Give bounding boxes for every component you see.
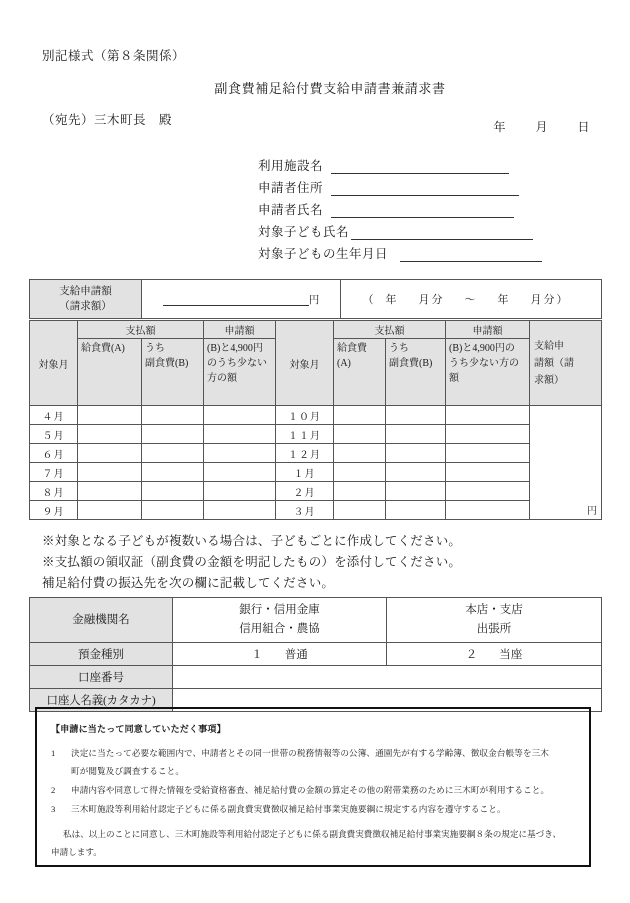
cell-claim-right[interactable]	[446, 482, 530, 501]
cell-claim-left[interactable]	[204, 501, 276, 520]
cell-side-right[interactable]	[386, 501, 446, 520]
period-month-end: 月分）	[530, 294, 570, 306]
period-open-paren: （	[362, 294, 376, 306]
cell-meal-right[interactable]	[334, 425, 386, 444]
deposit-type-2-number: ２	[465, 649, 478, 661]
col-sub-claim-right-line2: うち少ない方の	[449, 358, 519, 369]
table-row	[30, 501, 602, 520]
month-label-left: ７月	[30, 463, 78, 482]
col-header-total	[530, 321, 602, 406]
amount-currency-unit: 円	[308, 294, 320, 306]
table-row	[30, 321, 602, 339]
col-sub-side-right-line2: 副食費(B)	[389, 358, 433, 369]
cell-claim-left[interactable]	[204, 406, 276, 425]
cell-claim-right[interactable]	[446, 425, 530, 444]
child-name-label: 対象子ども氏名	[258, 225, 350, 239]
col-sub-meal-left-label: 給食費(A)	[81, 343, 125, 354]
field-row-facility	[258, 152, 542, 174]
col-group-claim-right: 申請額	[446, 321, 530, 339]
month-label-right: ３月	[276, 501, 334, 520]
period-tilde: 〜	[464, 294, 478, 306]
date-line	[493, 118, 590, 135]
col-header-month-right: 対象月	[276, 321, 334, 406]
consent-title: 【申請に当たって同意していただく事項】	[51, 724, 226, 734]
bank-branch-type-cell[interactable]	[387, 598, 602, 643]
col-header-total-line3: 求額）	[534, 374, 564, 386]
cell-side-left[interactable]	[142, 406, 204, 425]
cell-side-right[interactable]	[386, 463, 446, 482]
child-birthdate-label: 対象子どもの生年月日	[258, 247, 389, 261]
child-birthdate-input[interactable]	[400, 247, 542, 262]
cell-meal-left[interactable]	[78, 482, 142, 501]
consent-item-text	[71, 744, 575, 780]
account-number-input[interactable]	[173, 666, 602, 689]
month-label-right: １０月	[276, 406, 334, 425]
deposit-type-label: 預金種別	[30, 643, 173, 666]
col-sub-claim-left-line3: 方の額	[207, 373, 237, 384]
col-header-month-left: 対象月	[30, 321, 78, 406]
date-day-label: 日	[577, 120, 590, 134]
date-month-label: 月	[535, 120, 548, 134]
consent-closing-line1: 私は、以上のことに同意し、三木町施設等利用給付認定子どもに係る副食費実費徴収補足給付事業実施要綱８条の規定に基づき、	[63, 829, 562, 839]
bank-institution-type-cell[interactable]	[173, 598, 387, 643]
table-row	[30, 598, 602, 643]
addressee-line: （宛先）三木町長 殿	[42, 113, 173, 127]
col-sub-claim-left-line1: (B)と4,900円	[207, 343, 263, 354]
cell-side-left[interactable]	[142, 501, 204, 520]
month-label-right: １月	[276, 463, 334, 482]
table-row	[30, 425, 602, 444]
col-sub-side-right-line1: うち	[389, 343, 409, 354]
cell-meal-left[interactable]	[78, 463, 142, 482]
table-row	[30, 643, 602, 666]
cell-side-left[interactable]	[142, 482, 204, 501]
consent-item-line1: 決定に当たって必要な範囲内で、申請者とその同一世帯の税務情報等の公簿、通園先が有する学齢簿、徴収金台帳等を三木	[71, 748, 549, 758]
table-row	[30, 666, 602, 689]
note-line-2: ※支払額の領収証（副食費の金額を明記したもの）を添付してください。	[42, 555, 462, 569]
cell-meal-right[interactable]	[334, 501, 386, 520]
month-label-left: ９月	[30, 501, 78, 520]
month-label-right: １１月	[276, 425, 334, 444]
cell-claim-right[interactable]	[446, 444, 530, 463]
col-sub-claim-left	[204, 339, 276, 406]
consent-box	[35, 707, 591, 867]
col-sub-meal-left	[78, 339, 142, 406]
col-sub-meal-right-line2: (A)	[337, 358, 351, 369]
bank-branch-line2: 出張所	[476, 623, 512, 635]
cell-claim-left[interactable]	[204, 482, 276, 501]
address-input[interactable]	[331, 181, 519, 196]
period-year-start: 年	[385, 294, 399, 306]
total-currency-unit: 円	[587, 506, 597, 517]
cell-claim-left[interactable]	[204, 444, 276, 463]
cell-side-right[interactable]	[386, 482, 446, 501]
month-label-left: ５月	[30, 425, 78, 444]
applicant-fields	[258, 152, 542, 262]
field-row-child-name	[258, 218, 542, 240]
facility-label: 利用施設名	[258, 159, 324, 173]
cell-side-left[interactable]	[142, 463, 204, 482]
period-month-start: 月分	[418, 294, 445, 306]
child-name-input[interactable]	[351, 225, 533, 240]
consent-item-text: 申請内容や同意して得た情報を受給資格審査、補足給付費の金額の算定その他の附帯業務のために三木町が利用すること。	[71, 785, 550, 795]
consent-item-line2: 町が閲覧及び調査すること。	[71, 766, 185, 776]
cell-claim-right[interactable]	[446, 463, 530, 482]
cell-side-left[interactable]	[142, 425, 204, 444]
col-group-paid-left: 支払額	[78, 321, 204, 339]
col-sub-side-left-line1: うち	[145, 343, 165, 354]
consent-item-number: 1	[51, 748, 56, 758]
facility-input[interactable]	[331, 159, 509, 174]
deposit-type-1-number: １	[251, 649, 263, 661]
table-row	[30, 482, 602, 501]
month-label-right: １２月	[276, 444, 334, 463]
consent-item-number: 2	[51, 785, 56, 795]
col-sub-claim-left-line2: のうち少ない	[207, 358, 267, 369]
col-group-claim-left: 申請額	[204, 321, 276, 339]
amount-label-line2: （請求額）	[59, 301, 112, 312]
col-sub-claim-right-line1: (B)と4,900円の	[449, 343, 515, 354]
col-sub-meal-right-line1: 給食費	[337, 343, 367, 354]
field-row-child-birthdate	[258, 240, 542, 262]
period-year-end: 年	[497, 294, 511, 306]
form-code: 別記様式（第８条関係）	[42, 49, 186, 63]
cell-claim-right[interactable]	[446, 406, 530, 425]
month-label-left: ６月	[30, 444, 78, 463]
amount-label-line1: 支給申請額	[59, 286, 112, 297]
cell-side-right[interactable]	[386, 444, 446, 463]
deposit-type-option-futsu[interactable]	[173, 643, 387, 666]
table-row	[30, 406, 602, 425]
consent-item	[51, 744, 575, 780]
page-title: 副食費補足給付費支給申請書兼請求書	[214, 81, 446, 96]
consent-closing	[51, 825, 575, 861]
cell-meal-left[interactable]	[78, 406, 142, 425]
cell-meal-right[interactable]	[334, 444, 386, 463]
bank-institution-label: 金融機関名	[30, 598, 173, 643]
col-header-total-line2: 請額（請	[534, 357, 574, 369]
col-sub-claim-right	[446, 339, 530, 406]
cell-meal-left[interactable]	[78, 425, 142, 444]
col-sub-claim-right-line3: 額	[449, 373, 459, 384]
cell-side-left[interactable]	[142, 444, 204, 463]
deposit-type-1-label: 普通	[284, 649, 308, 661]
applicant-name-label: 申請者氏名	[258, 203, 324, 217]
col-sub-meal-right	[334, 339, 386, 406]
field-row-applicant-name	[258, 196, 542, 218]
cell-meal-left[interactable]	[78, 501, 142, 520]
bank-branch-line1: 本店・支店	[465, 604, 523, 616]
cell-meal-right[interactable]	[334, 463, 386, 482]
deposit-type-option-toza[interactable]	[387, 643, 602, 666]
cell-claim-right[interactable]	[446, 501, 530, 520]
cell-side-right[interactable]	[386, 406, 446, 425]
bank-institution-line1: 銀行・信用金庫	[239, 604, 320, 616]
cell-total[interactable]	[530, 406, 602, 520]
col-sub-side-right	[386, 339, 446, 406]
field-row-address	[258, 174, 542, 196]
cell-claim-left[interactable]	[204, 463, 276, 482]
consent-closing-line2: 申請します。	[51, 847, 102, 857]
cell-claim-left[interactable]	[204, 425, 276, 444]
month-label-left: ４月	[30, 406, 78, 425]
cell-side-right[interactable]	[386, 425, 446, 444]
consent-item	[51, 800, 575, 818]
bank-institution-line2: 信用組合・農協	[239, 623, 320, 635]
note-line-1: ※対象となる子どもが複数いる場合は、子どもごとに作成してください。	[42, 534, 462, 548]
consent-item-number: 3	[51, 804, 56, 814]
table-row	[30, 280, 602, 319]
table-row	[30, 463, 602, 482]
notes-block	[42, 531, 461, 594]
address-label: 申請者住所	[258, 181, 324, 195]
consent-item-text: 三木町施設等利用給付認定子どもに係る副食費実費徴収補足給付事業実施要綱に規定する内容を遵守すること。	[71, 804, 506, 814]
col-sub-side-left-line2: 副食費(B)	[145, 358, 189, 369]
amount-input[interactable]	[163, 293, 309, 306]
monthly-detail-table	[29, 320, 602, 520]
bank-account-table	[29, 597, 602, 712]
amount-request-table	[29, 279, 602, 319]
consent-item	[51, 781, 575, 799]
cell-meal-right[interactable]	[334, 482, 386, 501]
table-row	[30, 444, 602, 463]
deposit-type-2-label: 当座	[499, 649, 523, 661]
applicant-name-input[interactable]	[331, 203, 514, 218]
date-year-label: 年	[493, 120, 506, 134]
account-name-label: 口座人名義(カタカナ)	[30, 689, 173, 712]
col-sub-side-left	[142, 339, 204, 406]
col-header-total-line1: 支給申	[534, 340, 564, 352]
cell-meal-right[interactable]	[334, 406, 386, 425]
account-number-label: 口座番号	[30, 666, 173, 689]
col-group-paid-right: 支払額	[334, 321, 446, 339]
month-label-left: ８月	[30, 482, 78, 501]
cell-meal-left[interactable]	[78, 444, 142, 463]
note-line-3: 補足給付費の振込先を次の欄に記載してください。	[42, 576, 335, 590]
amount-label-cell	[30, 280, 142, 319]
month-label-right: ２月	[276, 482, 334, 501]
amount-value-cell[interactable]	[142, 280, 341, 319]
amount-period-cell[interactable]	[341, 280, 602, 319]
